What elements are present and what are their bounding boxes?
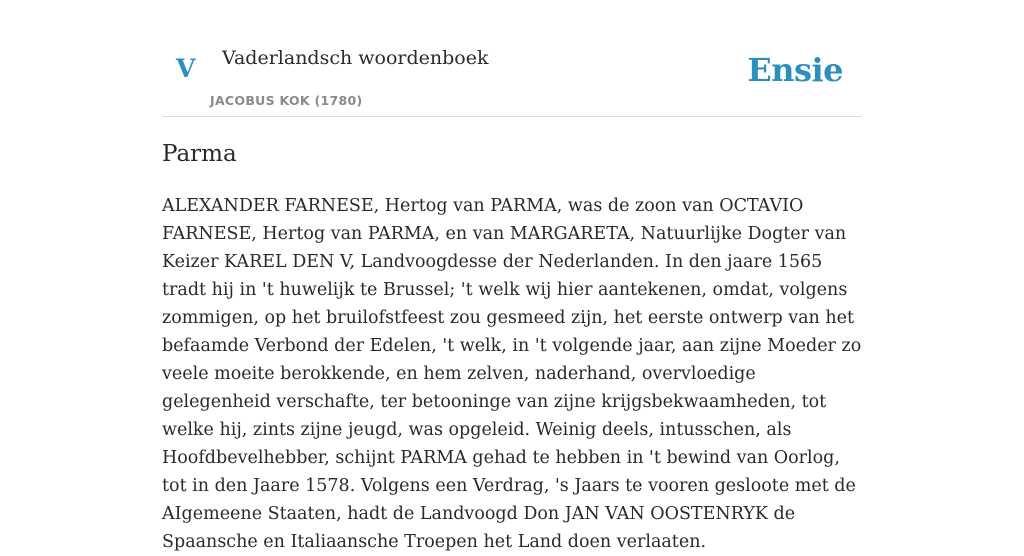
book-title[interactable]: Vaderlandsch woordenboek [222, 47, 489, 69]
section-letter[interactable]: V [176, 54, 196, 83]
book-author: JACOBUS KOK (1780) [210, 93, 363, 108]
entry-body: ALEXANDER FARNESE, Hertog van PARMA, was de zoon van OCTAVIO FARNESE, Hertog van PARMA, en van MARGARETA, Natuurlijke Dogter van Keizer KAREL DEN V, Landvoogdesse der Nederlanden. In den jaare 1565 tradt hij in 't huwelijk te Brussel; 't welk wij hier aantekenen, omdat, volgens zommigen, op het bruilofstfeest zou gesmeed zijn, het eerste ontwerp van het befaamde Verbond der Edelen, 't welk, in 't volgende jaar, aan zijne Moeder zo veele moeite berokkende, en hem zelven, naderhand, overvloedige gelegenheid verschafte, ter betooninge van zijne krijgsbekwaamheden, tot welke hij, zints zijne jeugd, was opgeleid. Weinig deels, intusschen, als Hoofdbevelhebber, schijnt PARMA gehad te hebben in 't bewind van Oorlog, tot in den Jaare 1578. Volgens een Verdrag, 's Jaars te vooren gesloote met de AIgemeene Staaten, hadt de Landvoogd Don JAN VAN OOSTENRYK de Spaansche en Italiaansche Troepen het Land doen verlaaten. [162, 196, 862, 552]
entry-title: Parma [162, 141, 237, 167]
brand-logo[interactable]: Ensie [747, 51, 843, 89]
header [162, 0, 862, 117]
